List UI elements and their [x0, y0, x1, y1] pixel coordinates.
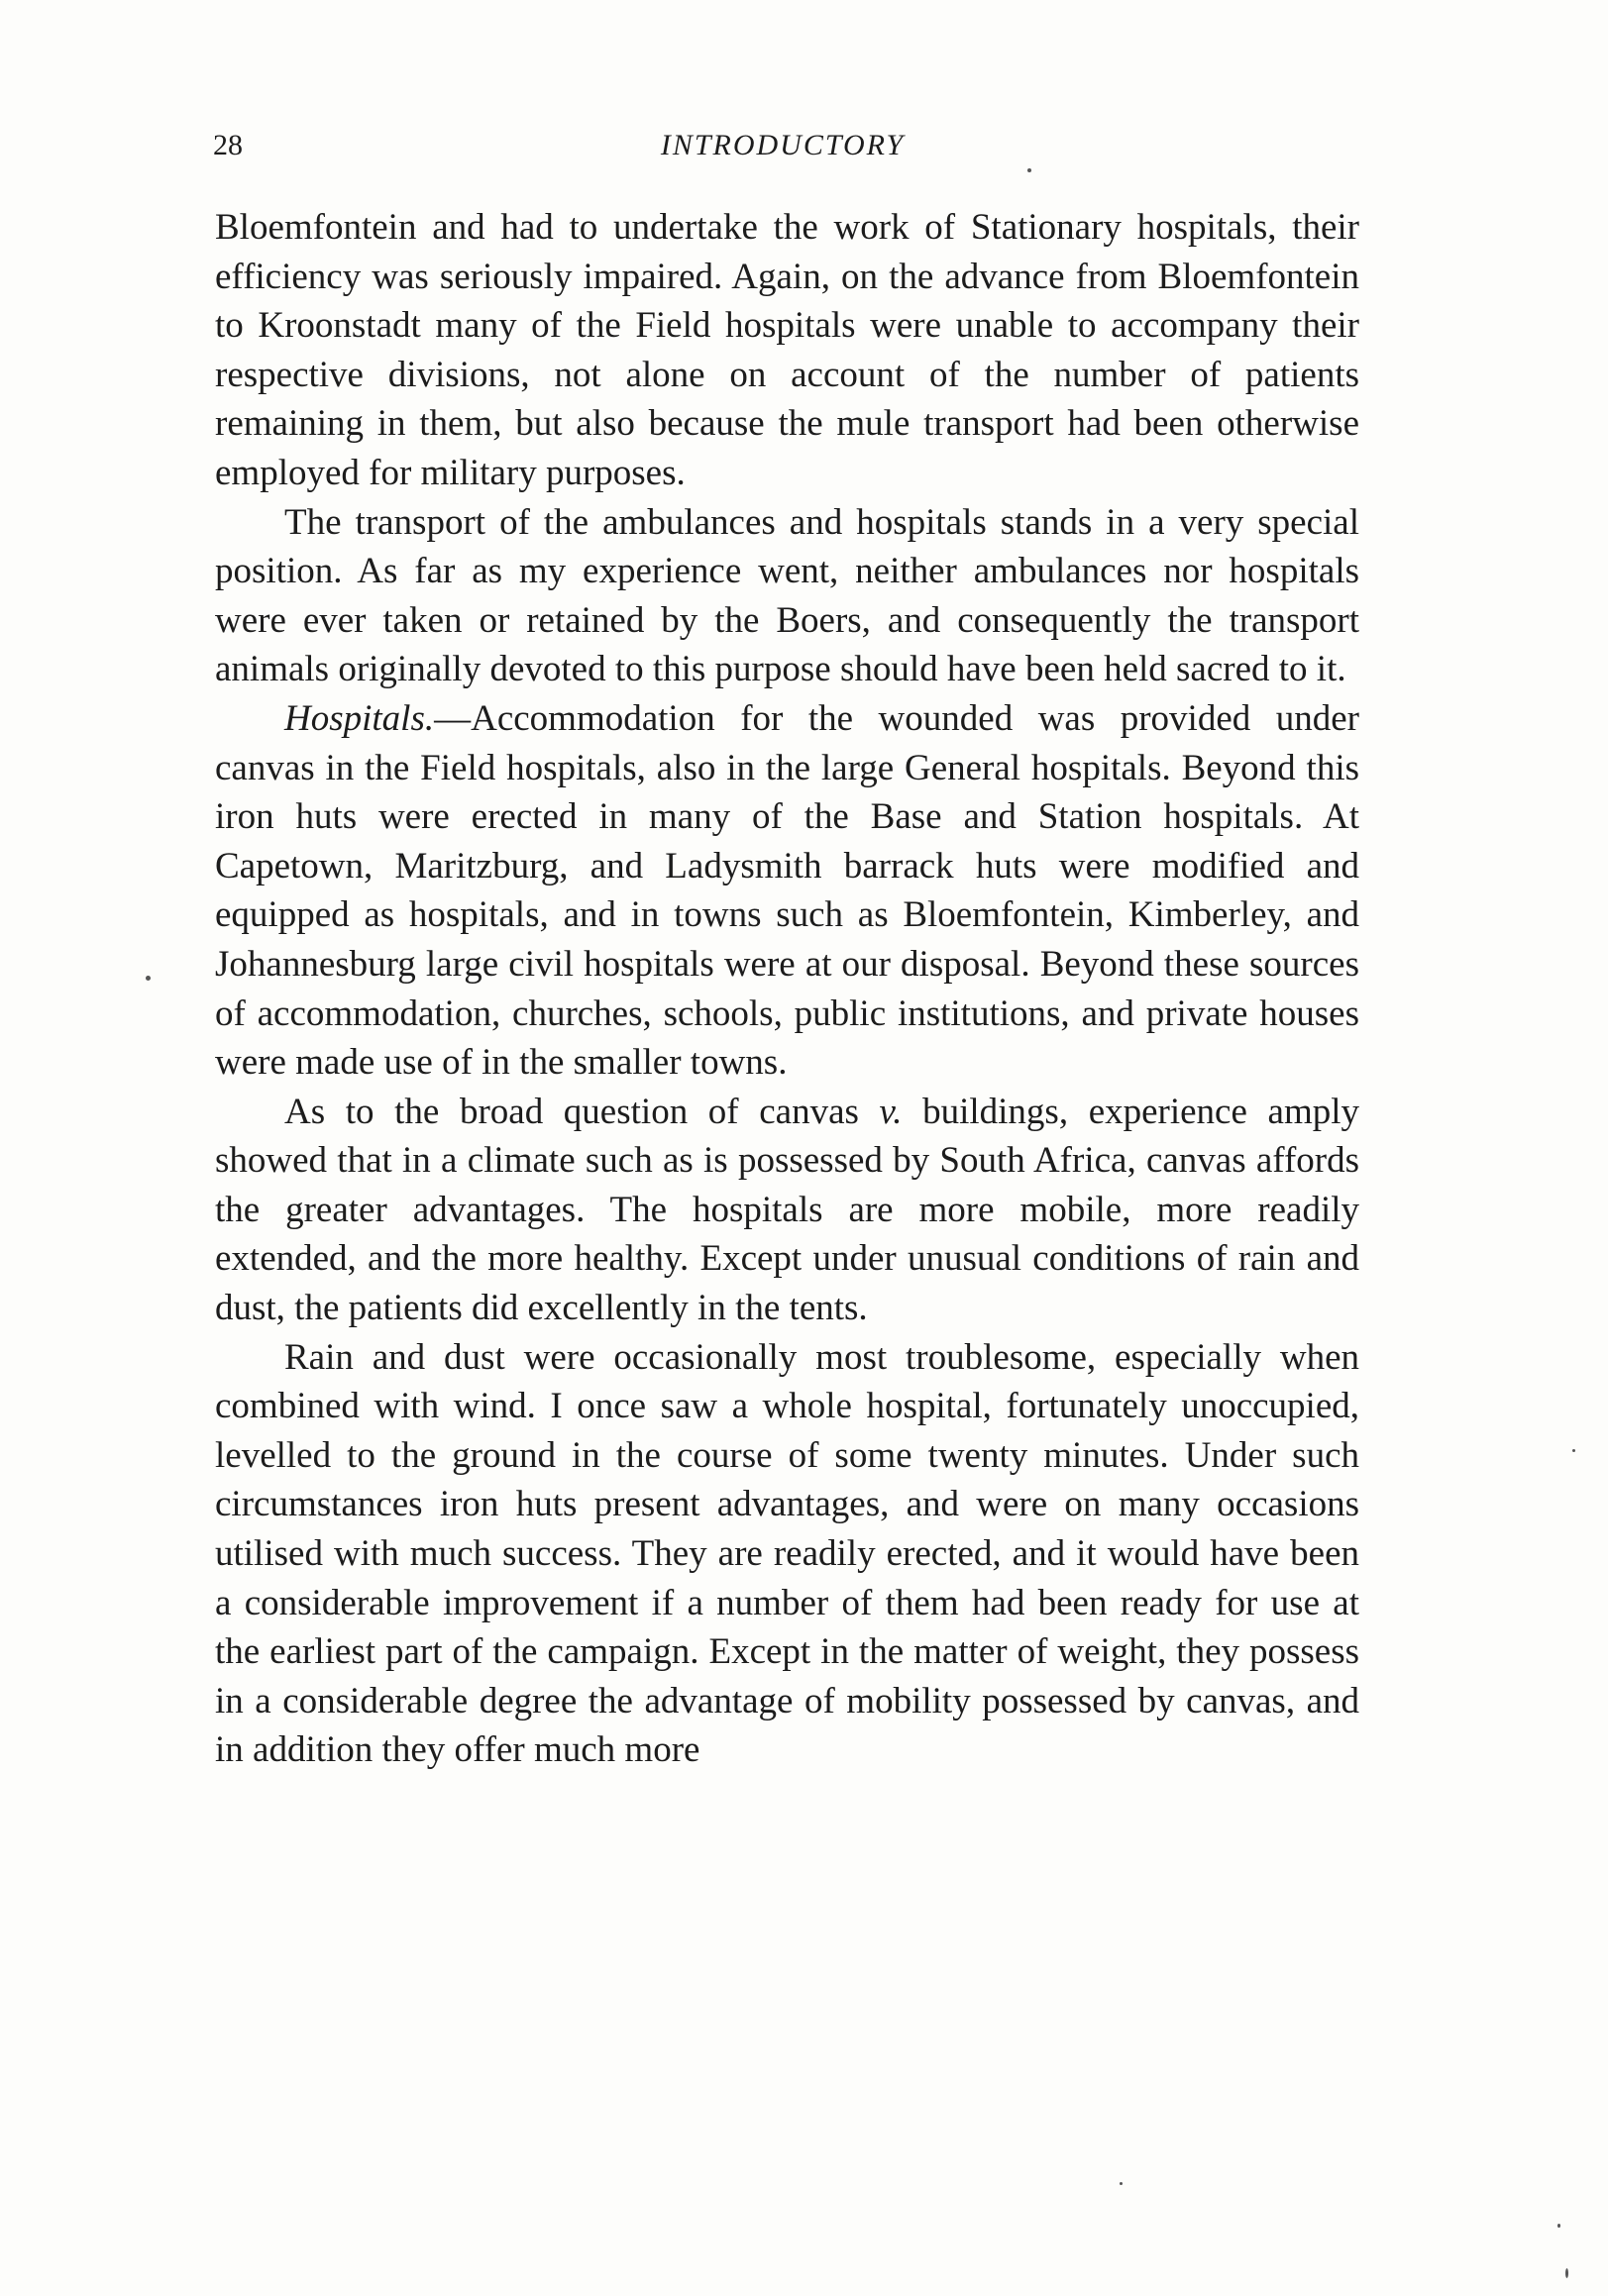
- paragraph-hospitals: [215, 694, 1359, 1088]
- running-head: [213, 121, 1352, 170]
- paragraph-text: —Accommodation for the wounded was provided under canvas in the Field hospitals, also in the large General hospitals. Beyond this iron huts were erected in many of the Base and Station hospitals. At Capetown, Maritzburg, and Ladysmith barrack huts were modified and equipped as hospitals, and in towns such as Bloemfontein, Kimberley, and Johannesburg large civil hospitals were at our disposal. Beyond these sources of accommodation, churches, schools, public institutions, and private houses were made use of in the smaller towns.: [215, 697, 1359, 1084]
- print-speck: [1557, 2224, 1560, 2228]
- paragraph-stationary-hospitals: [215, 203, 1359, 498]
- paragraph-text: Bloemfontein and had to undertake the work of Stationary hospitals, their efficiency was seriously impaired. Again, on the advance from Bloemfontein to Kroonstadt many of the Field hospitals were unable to accompany their respective divisions, not alone on account of the number of patients remaining in them, but also because the mule transport had been otherwise employed for military purposes.: [215, 207, 1359, 493]
- print-speck: [1565, 2268, 1568, 2278]
- paragraph-text: Rain and dust were occasionally most troublesome, especially when combined with wind. I once saw a whole hospital, fortunately unoccupied, levelled to the ground in the course of some twenty minutes. Under such circumstances iron huts present advantages, and were on many occasions utilised with much success. They are readily erected, and it would have been a considerable improvement if a number of them had been ready for use at the earliest part of the campaign. Except in the matter of weight, they possess in a considerable degree the advantage of mobility possessed by canvas, and in addition they offer much more: [215, 1336, 1359, 1771]
- print-speck: [146, 976, 151, 981]
- paragraph-text: The transport of the ambulances and hospitals stands in a very special position. As far as my experience went, neither ambulances nor hospitals were ever taken or retained by the Boers, and consequently the transport animals originally devoted to this purpose should have been held sacred to it.: [215, 501, 1359, 690]
- page-number: 28: [213, 129, 243, 161]
- body-text: [215, 203, 1359, 1775]
- print-speck: [1120, 2182, 1123, 2185]
- running-title: INTRODUCTORY: [660, 129, 906, 161]
- print-speck: [1572, 1449, 1575, 1452]
- paragraph-rain-and-dust: [215, 1333, 1359, 1775]
- paragraph-canvas-vs-buildings: [215, 1088, 1359, 1333]
- paragraph-transport: [215, 498, 1359, 694]
- italic-abbreviation: v.: [879, 1091, 903, 1132]
- paragraph-text: buildings, experience amply showed that in a climate such as is possessed by South Africa, canvas affords the greater advantages. The hospitals are more mobile, more readily extended, and the more healthy. Except under unusual conditions of rain and dust, the patients did excellently in the tents.: [215, 1091, 1359, 1329]
- print-speck: [1027, 168, 1031, 172]
- paragraph-text: As to the broad question of canvas: [284, 1091, 880, 1132]
- run-in-heading: Hospitals.: [284, 697, 435, 739]
